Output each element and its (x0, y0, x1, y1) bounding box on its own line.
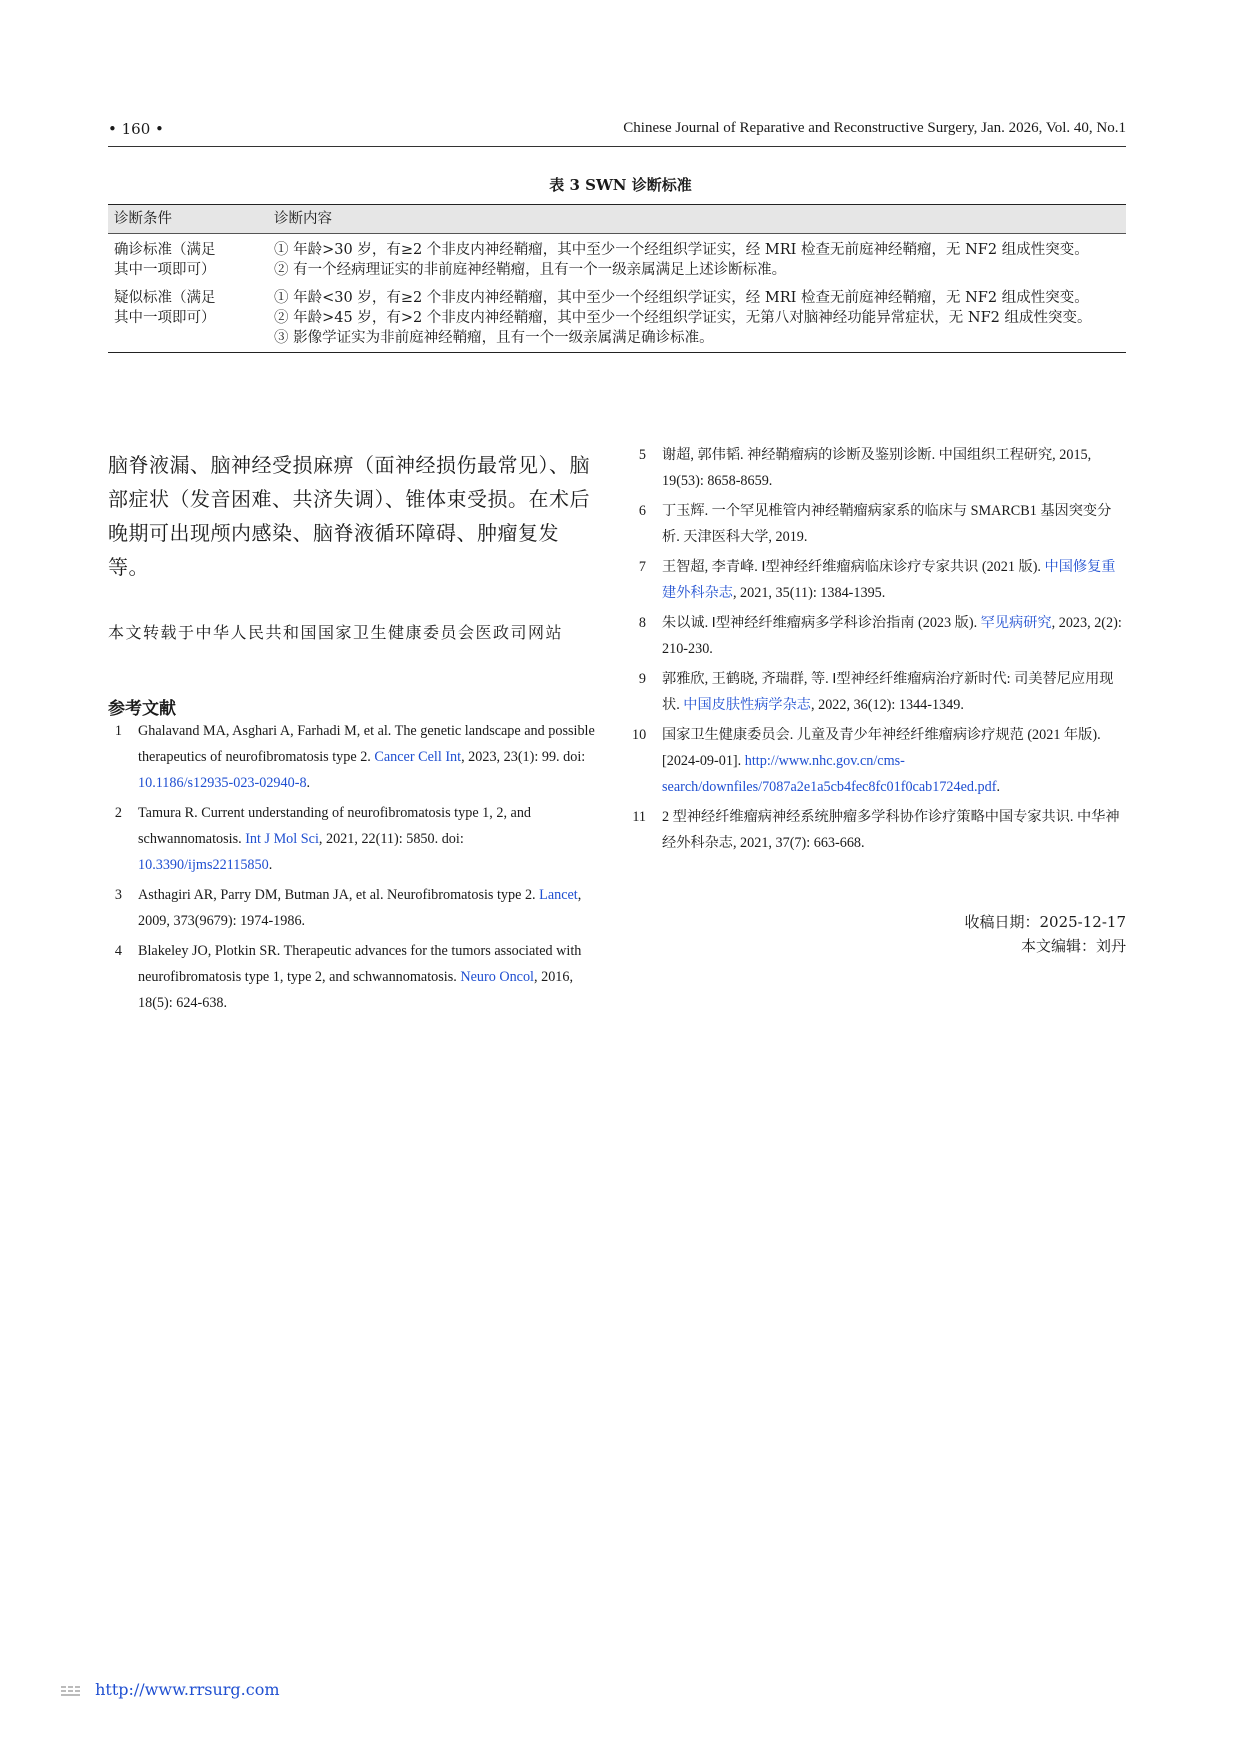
reference-end: . (306, 775, 311, 791)
header-rule (108, 146, 1126, 147)
reference-item (108, 800, 595, 878)
table-cell-content (274, 240, 1126, 280)
reference-doi-link[interactable]: 10.1186/s12935-023-02940-8 (138, 775, 307, 791)
reference-number: 7 (638, 559, 646, 575)
journal-header: Chinese Journal of Reparative and Reconstructive Surgery, Jan. 2026, Vol. 40, No.1 (623, 120, 1126, 136)
table-row (108, 282, 1126, 350)
reference-item (632, 554, 1126, 606)
reference-text: 丁玉辉. 一个罕见椎管内神经鞘瘤病家系的临床与 SMARCB1 基因突变分析. 天津医科大学, 2019. (662, 503, 1112, 545)
reference-text: 2 型神经纤维瘤病神经系统肿瘤多学科协作诊疗策略中国专家共识. 中华神经外科杂志, 2021, 37(7): 663-668. (662, 809, 1120, 851)
table-header-condition: 诊断条件 (114, 211, 172, 227)
reference-number: 8 (638, 615, 646, 631)
criteria-item: ① 年龄>30 岁，有≥2 个非皮内神经鞘瘤，其中至少一个经组织学证实，经 MRI 检查无前庭神经鞘瘤，无 NF2 组成性突变。 (274, 242, 1089, 258)
references-left-column (108, 718, 595, 1020)
editor-name: 本文编辑：刘丹 (1020, 937, 1126, 955)
reference-text: 王智超, 李青峰. Ⅰ型神经纤维瘤病临床诊疗专家共识 (2021 版). (662, 559, 1041, 575)
reference-link[interactable]: 中国皮肤性病学杂志 (683, 697, 811, 713)
table-header-row (108, 204, 1126, 234)
journal-logo-icon (60, 1683, 86, 1699)
references-right-column (632, 442, 1126, 860)
reference-item (632, 498, 1126, 550)
page-number: • 160 • (108, 120, 164, 138)
reference-item (108, 882, 595, 934)
table-bottom-rule (108, 352, 1126, 353)
reference-link[interactable]: 中国修复重建外科杂志 (662, 559, 1116, 601)
reference-tail: , 2023, 2(2): 210-230. (662, 615, 1122, 657)
reference-end: . (268, 857, 273, 873)
reference-number: 1 (114, 723, 122, 739)
reference-text: 郭雅欣, 王鹤晓, 齐瑞群, 等. Ⅰ型神经纤维瘤病治疗新时代: 司美替尼应用现状. (662, 671, 1114, 713)
received-date: 收稿日期：2025-12-17 (964, 913, 1126, 931)
reference-item (632, 610, 1126, 662)
reference-text: Asthagiri AR, Parry DM, Butman JA, et al. Neurofibromatosis type 2. (138, 887, 536, 903)
reference-number: 5 (638, 447, 646, 463)
reference-item (632, 804, 1126, 856)
reference-number: 11 (632, 809, 646, 825)
table-row (108, 234, 1126, 282)
footer-url-link[interactable]: http://www.rrsurg.com (95, 1680, 280, 1699)
diagnosis-table (108, 204, 1126, 353)
reference-item (108, 718, 595, 796)
reference-number: 10 (632, 727, 647, 743)
reprint-note: 本文转载于中华人民共和国国家卫生健康委员会医政司网站 (108, 623, 564, 642)
criteria-item: ② 年龄>45 岁，有>2 个非皮内神经鞘瘤，其中至少一个经组织学证实，无第八对脑神经功能异常症状，无 NF2 组成性突变。 (274, 310, 1092, 326)
reference-link[interactable]: Neuro Oncol (460, 969, 535, 985)
reference-tail: , 2009, 373(9679): 1974-1986. (138, 887, 582, 929)
reference-link[interactable]: Int J Mol Sci (245, 831, 319, 847)
reference-number: 4 (114, 943, 122, 959)
reference-item (108, 938, 595, 1016)
reference-text: Ghalavand MA, Asghari A, Farhadi M, et al. The genetic landscape and possible therapeutics of neurofibromatosis type 2. (138, 723, 595, 765)
received-info (965, 910, 1127, 958)
footer (60, 1680, 280, 1699)
reference-text: 谢超, 郭伟韬. 神经鞘瘤病的诊断及鉴别诊断. 中国组织工程研究, 2015, 19(53): 8658-8659. (662, 447, 1092, 489)
reference-text: 国家卫生健康委员会. 儿童及青少年神经纤维瘤病诊疗规范 (2021 年版). [2024-09-01]. (662, 727, 1101, 769)
reference-tail: , 2016, 18(5): 624-638. (138, 969, 574, 1011)
table-cell-condition: 确诊标准（满足其中一项即可） (114, 242, 216, 278)
table-cell-condition: 疑似标准（满足其中一项即可） (114, 290, 216, 326)
reference-tail: . (996, 779, 1000, 795)
body-paragraph: 脑脊液漏、脑神经受损麻痹（面神经损伤最常见）、脑部症状（发音困难、共济失调）、锥体束受损。在术后晚期可出现颅内感染、脑脊液循环障碍、肿瘤复发等。 (108, 453, 590, 579)
reference-tail: , 2021, 35(11): 1384-1395. (732, 585, 886, 601)
reference-text: Tamura R. Current understanding of neurofibromatosis type 1, 2, and schwannomatosis. (138, 805, 532, 847)
reference-item (632, 722, 1126, 800)
reference-tail: , 2021, 22(11): 5850. doi: (318, 831, 464, 847)
table-caption: 表 3 SWN 诊断标准 (549, 176, 692, 194)
reference-number: 2 (114, 805, 122, 821)
reference-link[interactable]: 罕见病研究 (980, 615, 1052, 631)
criteria-item: ① 年龄<30 岁，有≥2 个非皮内神经鞘瘤，其中至少一个经组织学证实，经 MRI 检查无前庭神经鞘瘤，无 NF2 组成性突变。 (274, 290, 1089, 306)
references-title: 参考文献 (108, 699, 176, 719)
reference-tail: , 2023, 23(1): 99. doi: (461, 749, 586, 765)
reference-link[interactable]: Lancet (539, 887, 578, 903)
reference-text: 朱以诚. Ⅰ型神经纤维瘤病多学科诊治指南 (2023 版). (662, 615, 978, 631)
reference-link[interactable]: Cancer Cell Int (374, 749, 462, 765)
reference-text: Blakeley JO, Plotkin SR. Therapeutic advances for the tumors associated with neurofibromatosis type 1, type 2, and schwannomatosis. (138, 943, 582, 985)
criteria-item: ② 有一个经病理证实的非前庭神经鞘瘤，且有一个一级亲属满足上述诊断标准。 (274, 262, 787, 278)
table-cell-content (274, 288, 1126, 348)
reference-tail: , 2022, 36(12): 1344-1349. (811, 697, 964, 713)
table-header-content: 诊断内容 (274, 211, 332, 227)
reference-number: 3 (114, 887, 122, 903)
reference-item (632, 442, 1126, 494)
reference-number: 6 (638, 503, 646, 519)
reference-link[interactable]: http://www.nhc.gov.cn/cms-search/downfiles/7087a2e1a5cb4fec8fc01f0cab1724ed.pdf (662, 753, 997, 795)
reference-item (632, 666, 1126, 718)
reference-doi-link[interactable]: 10.3390/ijms22115850 (138, 857, 269, 873)
criteria-item: ③ 影像学证实为非前庭神经鞘瘤，且有一个一级亲属满足确诊标准。 (274, 330, 714, 346)
reference-number: 9 (638, 671, 646, 687)
